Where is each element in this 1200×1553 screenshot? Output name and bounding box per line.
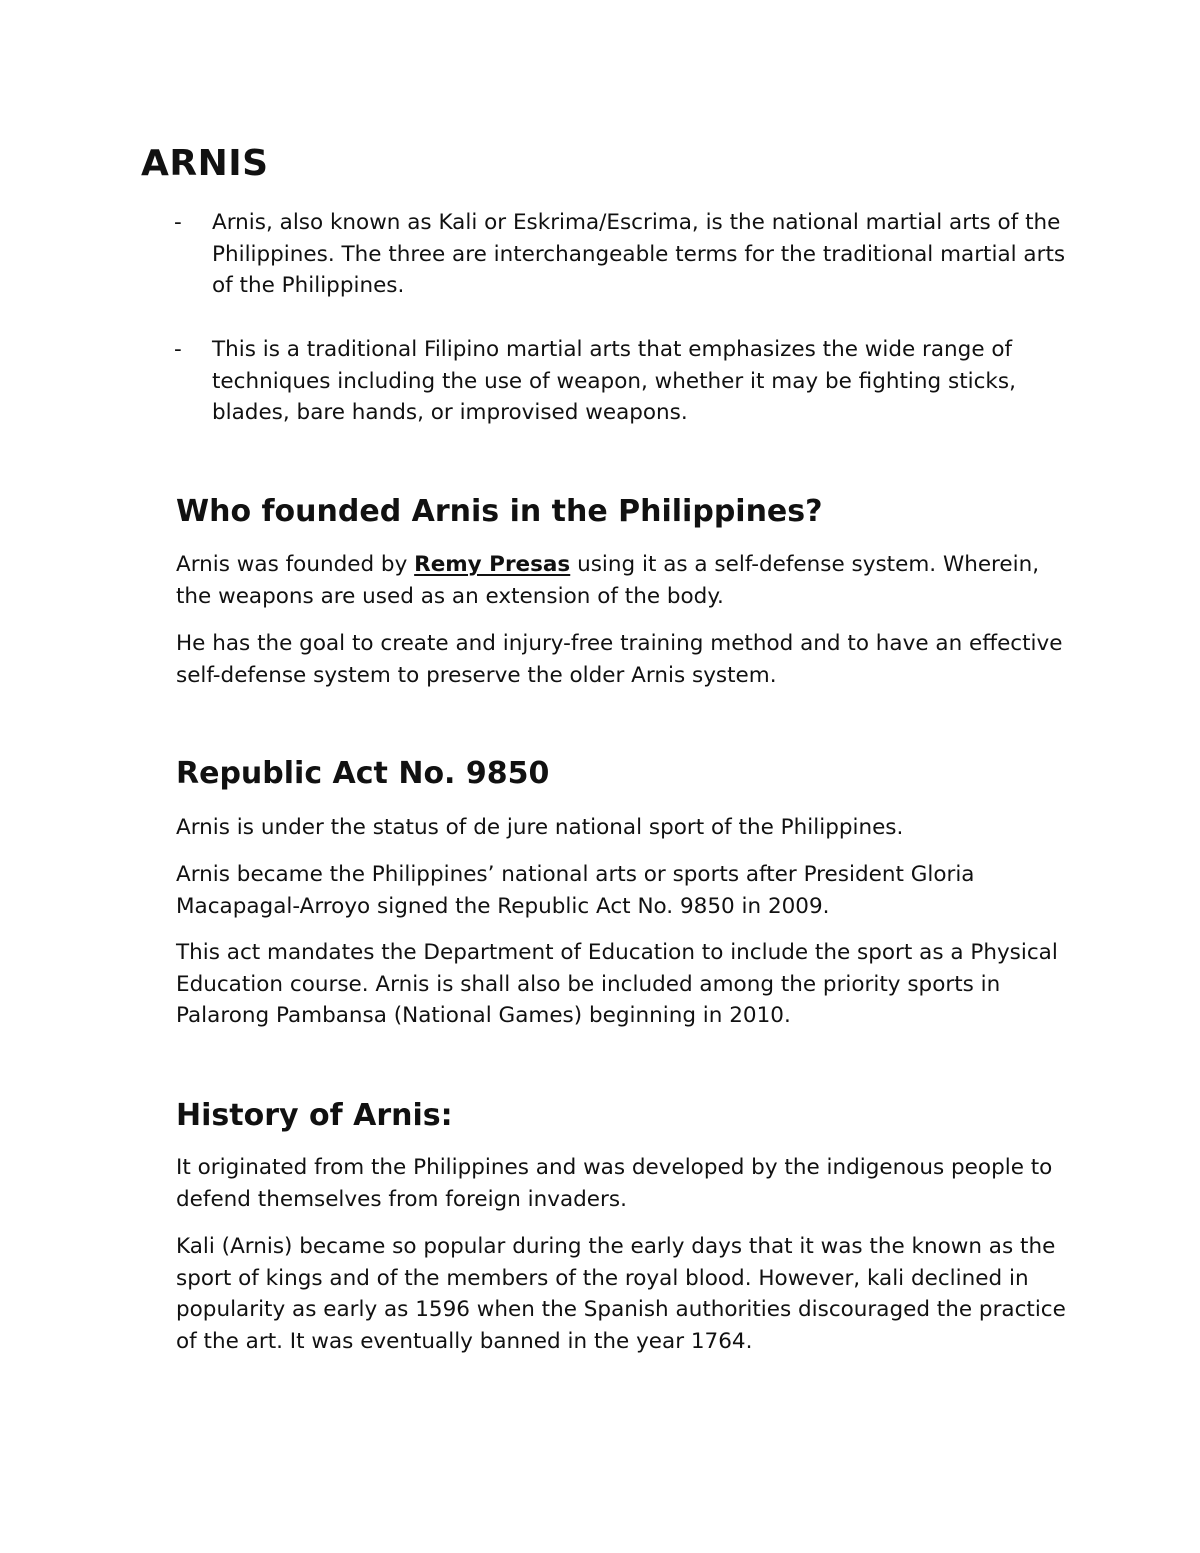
history-paragraph-1: It originated from the Philippines and was developed by the indigenous people to defend themselves from foreign invaders.: [176, 1155, 1053, 1212]
founder-goal-paragraph: He has the goal to create and injury-free training method and to have an effective self-defense system to preserve the older Arnis system.: [176, 631, 1063, 688]
republic-act-paragraph-3: This act mandates the Department of Education to include the sport as a Physical Education course. Arnis is shall also be included among the priority sports in Palarong Pambansa (National Games) beginning in 2010.: [176, 940, 1058, 1028]
bullet-dash: -: [174, 210, 182, 235]
republic-act-paragraph-2: Arnis became the Philippines’ national arts or sports after President Gloria Macapagal-Arroyo signed the Republic Act No. 9850 in 2009.: [176, 862, 975, 919]
founder-text-before: Arnis was founded by: [176, 552, 415, 577]
founder-link[interactable]: Remy Presas: [414, 552, 571, 577]
history-paragraph-2: Kali (Arnis) became so popular during the early days that it was the known as the sport of kings and of the members of the royal blood. However, kali declined in popularity as early as 1596 when the Spanish authorities discouraged the practice of the art. It was eventually banned in the year 1764.: [176, 1234, 1066, 1354]
bullet-dash: -: [174, 337, 182, 362]
document-title: ARNIS: [141, 143, 269, 184]
section-heading-history: History of Arnis:: [176, 1098, 453, 1133]
bullet-text: This is a traditional Filipino martial arts that emphasizes the wide range of techniques including the use of weapon, whether it may be fighting sticks, blades, bare hands, or improvised weapons.: [212, 337, 1016, 425]
section-heading-republic-act: Republic Act No. 9850: [176, 756, 550, 791]
republic-act-paragraph-1: Arnis is under the status of de jure national sport of the Philippines.: [176, 815, 904, 840]
section-heading-founder: Who founded Arnis in the Philippines?: [176, 494, 823, 529]
founder-text-after: using it as a self-defense system. Wherein, the weapons are used as an extension of the body.: [176, 552, 1040, 609]
founder-paragraph: [176, 549, 1076, 612]
bullet-text: Arnis, also known as Kali or Eskrima/Escrima, is the national martial arts of the Philippines. The three are interchangeable terms for the traditional martial arts of the Philippines.: [212, 210, 1066, 298]
